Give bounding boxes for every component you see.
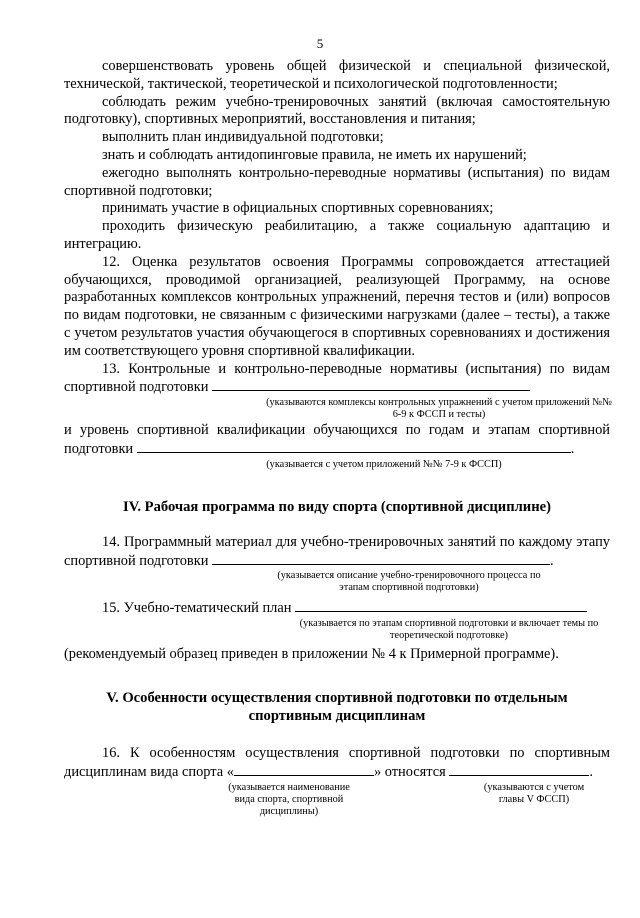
page-content (64, 58, 610, 832)
paragraph-13b: и уровень спортивной квалификации обучающихся по годам и этапам спортивной подготовки . (64, 422, 610, 457)
paragraph-12: 12. Оценка результатов освоения Программы сопровождается аттестацией обучающихся, проводимой организацией, реализующей Программу, на основе разработанных комплексов контрольных упражнений, перечня тестов и (или) вопросов по видам подготовки, не связанным с физическими нагрузками (далее – тесты), а также с учетом результатов участия обучающегося в спортивных соревнованиях и достижения им соответствующего уровня спортивной квалификации. (64, 253, 610, 359)
fill-line (295, 599, 587, 612)
fill-line (212, 552, 550, 565)
paragraph-16: 16. К особенностям осуществления спортивной подготовки по спортивным дисциплинам вида спорта « » относятся . (64, 744, 610, 780)
fill-line (137, 440, 571, 453)
list-item: выполнить план индивидуальной подготовки; (102, 129, 384, 146)
section-heading-v: V. Особенности осуществления спортивной подготовки по отдельным спортивным дисциплинам (106, 689, 568, 724)
list-item: ежегодно выполнять контрольно-переводные нормативы (испытания) по видам спортивной подготовки; (64, 164, 610, 199)
list-item: принимать участие в официальных спортивных соревнованиях; (102, 200, 494, 217)
paragraph-13b-text: и уровень спортивной квалификации обучающихся по годам и этапам спортивной подготовки (64, 422, 610, 457)
fill-line (212, 378, 530, 391)
page-number: 5 (316, 36, 324, 51)
paragraph-14: 14. Программный материал для учебно-тренировочных занятий по каждому этапу спортивной подготовки . (64, 533, 610, 569)
paragraph-15-text: 15. Учебно-тематический план (102, 600, 292, 617)
paragraph-16-text-b: » относятся (373, 763, 446, 780)
list-item: совершенствовать уровень общей физической и специальной физической, технической, тактической, теоретической и психологической подготовленности; (64, 58, 610, 92)
note-13b: (указывается с учетом приложений №№ 7-9 к ФССП) (266, 458, 502, 470)
paragraph-15-tail: (рекомендуемый образец приведен в приложении № 4 к Примерной программе). (64, 646, 559, 663)
notes-16 (64, 782, 610, 832)
list-item: проходить физическую реабилитацию, а также социальную адаптацию и интеграцию. (64, 218, 610, 252)
paragraph-13 (64, 361, 610, 398)
section-heading-iv: IV. Рабочая программа по виду спорта (спортивной дисциплине) (123, 498, 551, 515)
fill-line (234, 763, 374, 776)
fill-line (449, 763, 589, 776)
paragraph-14-text: 14. Программный материал для учебно-тренировочных занятий по каждому этапу спортивной подготовки (64, 533, 610, 569)
paragraph-13-text: 13. Контрольные и контрольно-переводные нормативы (испытания) по видам спортивной подготовки (64, 360, 610, 396)
list-item: соблюдать режим учебно-тренировочных занятий (включая самостоятельную подготовку), спортивных мероприятий, восстановления и питания; (64, 93, 610, 128)
note-13a: (указываются комплексы контрольных упражнений с учетом приложений №№ 6-9 к ФССП и тесты) (266, 397, 612, 421)
list-item: знать и соблюдать антидопинговые правила, не иметь их нарушений; (102, 146, 527, 163)
note-16a: (указывается наименование вида спорта, спортивной дисциплины) (228, 781, 350, 817)
note-15: (указывается по этапам спортивной подготовки и включает темы по теоретической подготовке) (299, 618, 599, 642)
paragraph-15 (64, 599, 610, 618)
note-14: (указывается описание учебно-тренировочного процесса по этапам спортивной подготовки) (277, 570, 541, 594)
note-16b: (указываются с учетом главы V ФССП) (483, 781, 585, 805)
paragraph-16-text: 16. К особенностям осуществления спортивной подготовки по спортивным дисциплинам вида спорта « (64, 744, 610, 780)
